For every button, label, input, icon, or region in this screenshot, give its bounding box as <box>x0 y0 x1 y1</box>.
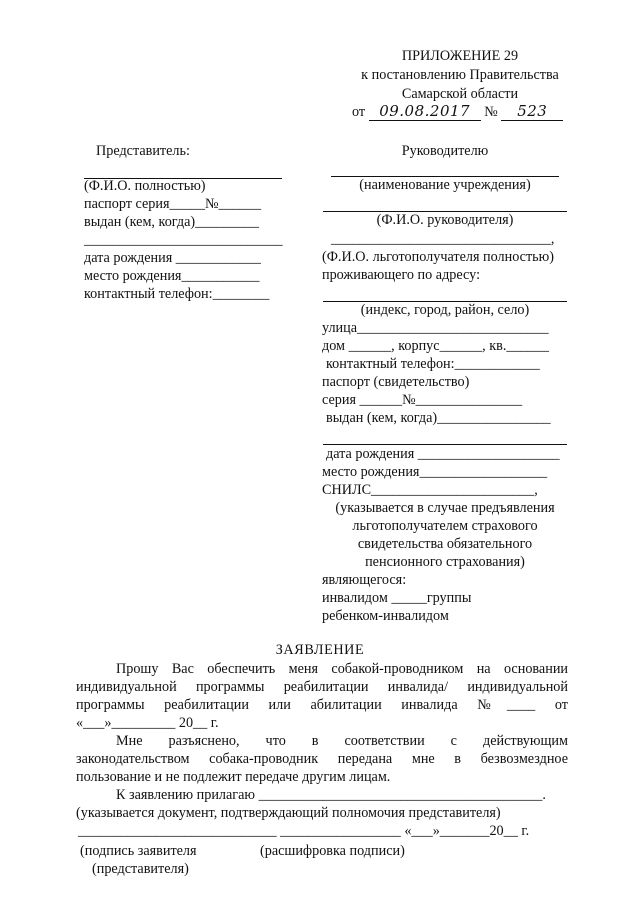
attachment-line: К заявлению прилагаю ________________________________________. <box>116 787 546 803</box>
beneficiary-line: _______________________________, <box>331 231 555 247</box>
address-hint: (индекс, город, район, село) <box>360 302 530 318</box>
representative-fio-hint: (Ф.И.О. полностью) <box>84 178 206 194</box>
statement-p2-line3: пользование и не подлежит передаче другим лицам. <box>76 769 391 785</box>
issued-by-field: выдан (кем, когда)________________ <box>326 410 551 426</box>
beneficiary-fio-hint: (Ф.И.О. льготополучателя полностью) <box>322 249 554 265</box>
passport-cert-label: паспорт (свидетельство) <box>322 374 470 390</box>
disabled-child-label: ребенком-инвалидом <box>322 608 449 624</box>
signature-line: ____________________________ _________________ «___»_______20__ г. <box>78 823 530 839</box>
number-prefix: № <box>484 104 498 120</box>
snils-note-3: свидетельства обязательного <box>357 536 533 552</box>
date-prefix: от <box>352 104 366 120</box>
beneficiary-phone: контактный телефон:____________ <box>326 356 540 372</box>
statement-p1-line3: программы реабилитации или абилитации инвалида №____ от <box>76 697 568 713</box>
representative-sign-label: (представителя) <box>92 861 189 877</box>
representative-issued-by: выдан (кем, когда)_________ <box>84 214 259 230</box>
house-field: дом ______, корпус______, кв.______ <box>322 338 549 354</box>
handwritten-date: 09.08.2017 <box>369 103 481 121</box>
signature-label: (подпись заявителя <box>80 843 197 859</box>
being-label: являющегося: <box>322 572 407 588</box>
date-number-line <box>352 103 563 121</box>
to-head-label: Руководителю <box>401 143 489 159</box>
representative-blank-line: ____________________________ <box>84 232 283 248</box>
representative-label: Представитель: <box>96 143 190 159</box>
representative-phone: контактный телефон:________ <box>84 286 270 302</box>
handwritten-number: 523 <box>501 103 563 121</box>
representative-passport: паспорт серия_____№______ <box>84 196 262 212</box>
region-line: Самарской области <box>401 86 519 102</box>
attachment-note: (указывается документ, подтверждающий полномочия представителя) <box>76 805 501 821</box>
statement-title: ЗАЯВЛЕНИЕ <box>275 642 365 658</box>
institution-hint: (наименование учреждения) <box>359 177 531 193</box>
birth-date-field: дата рождения ____________________ <box>326 446 560 462</box>
street-field: улица___________________________ <box>322 320 549 336</box>
head-fio-hint: (Ф.И.О. руководителя) <box>376 212 514 228</box>
representative-birth-place: место рождения___________ <box>84 268 260 284</box>
statement-p1-line1: Прошу Вас обеспечить меня собакой-проводником на основании <box>116 661 568 677</box>
series-field: серия ______№_______________ <box>322 392 523 408</box>
snils-note-4: пенсионного страхования) <box>365 554 525 570</box>
signature-decode-label: (расшифровка подписи) <box>260 843 405 859</box>
representative-birth-date: дата рождения ____________ <box>84 250 261 266</box>
birth-place-field: место рождения__________________ <box>322 464 548 480</box>
statement-p2-line1: Мне разъяснено, что в соответствии с действующим <box>116 733 568 749</box>
resolution-line: к постановлению Правительства <box>361 67 559 83</box>
appendix-title: ПРИЛОЖЕНИЕ 29 <box>401 48 519 64</box>
residing-label: проживающего по адресу: <box>322 267 481 283</box>
issued-blank-line <box>323 444 567 445</box>
disabled-group-field: инвалидом _____группы <box>322 590 472 606</box>
statement-p1-line4: «___»_________ 20__ г. <box>76 715 219 731</box>
snils-field: СНИЛС_______________________, <box>322 482 538 498</box>
snils-note-2: льготополучателем страхового <box>352 518 538 534</box>
statement-p2-line2: законодательством собака-проводник передана мне в безвозмездное <box>76 751 568 767</box>
snils-note-1: (указывается в случае предъявления <box>335 500 555 516</box>
statement-p1-line2: индивидуальной программы реабилитации инвалида/ индивидуальной <box>76 679 568 695</box>
